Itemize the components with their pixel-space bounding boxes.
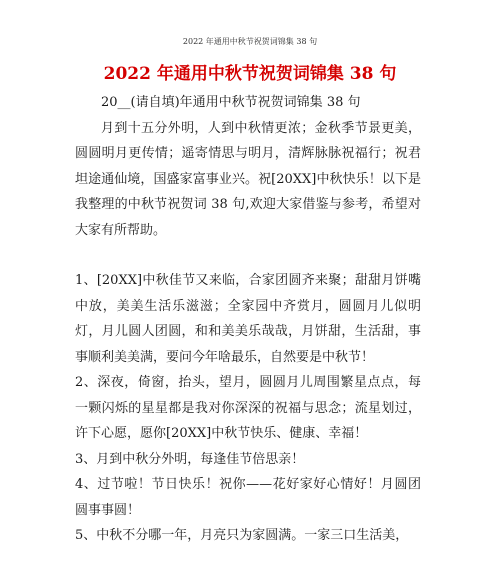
list-item: 4、过节啦！节日快乐！祝你——花好家好心情好！月圆团圆事事圆！ [75, 477, 421, 518]
document-body [75, 90, 421, 549]
list-item: 5、中秋不分哪一年，月亮只为家圆满。一家三口生活美， [75, 528, 409, 543]
intro-paragraph: 月到十五分外明，人到中秋情更浓；金秋季节景更美，圆圆明月更传情；遥寄情思与明月，清辉脉脉祝福行；祝君坦途通仙境，国盛家富事业兴。祝[20XX]中秋快乐！以下是我整理的中秋节祝贺词 38 句,欢迎大家借鉴与参考，希望对大家有所帮助。 [75, 120, 421, 238]
list-item: 3、月到中秋分外明，每逢佳节倍思亲！ [75, 451, 305, 467]
paragraph-gap [75, 243, 421, 268]
list-item: 1、[20XX]中秋佳节又来临，合家团圆齐来聚；甜甜月饼嘴中放，美美生活乐滋滋；全家园中齐赏月，圆圆月儿似明灯，月儿圆人团圆，和和美美乐哉哉，月饼甜，生活甜，事事顺利美美满，要问今年啥最乐，自然要是中秋节！ [75, 273, 421, 365]
page-header: 2022 年通用中秋节祝贺词锦集 38 句 [182, 37, 318, 46]
document-title: 2022 年通用中秋节祝贺词锦集 38 句 [103, 64, 397, 84]
list-item: 2、深夜，倚窗，抬头，望月，圆圆月儿周围繁星点点，每一颗闪烁的星星都是我对你深深的祝福与思念；流星划过，许下心愿，愿你[20XX]中秋节快乐、健康、幸福！ [75, 375, 421, 441]
document-subtitle: 20__(请自填)年通用中秋节祝贺词锦集 38 句 [101, 95, 361, 110]
